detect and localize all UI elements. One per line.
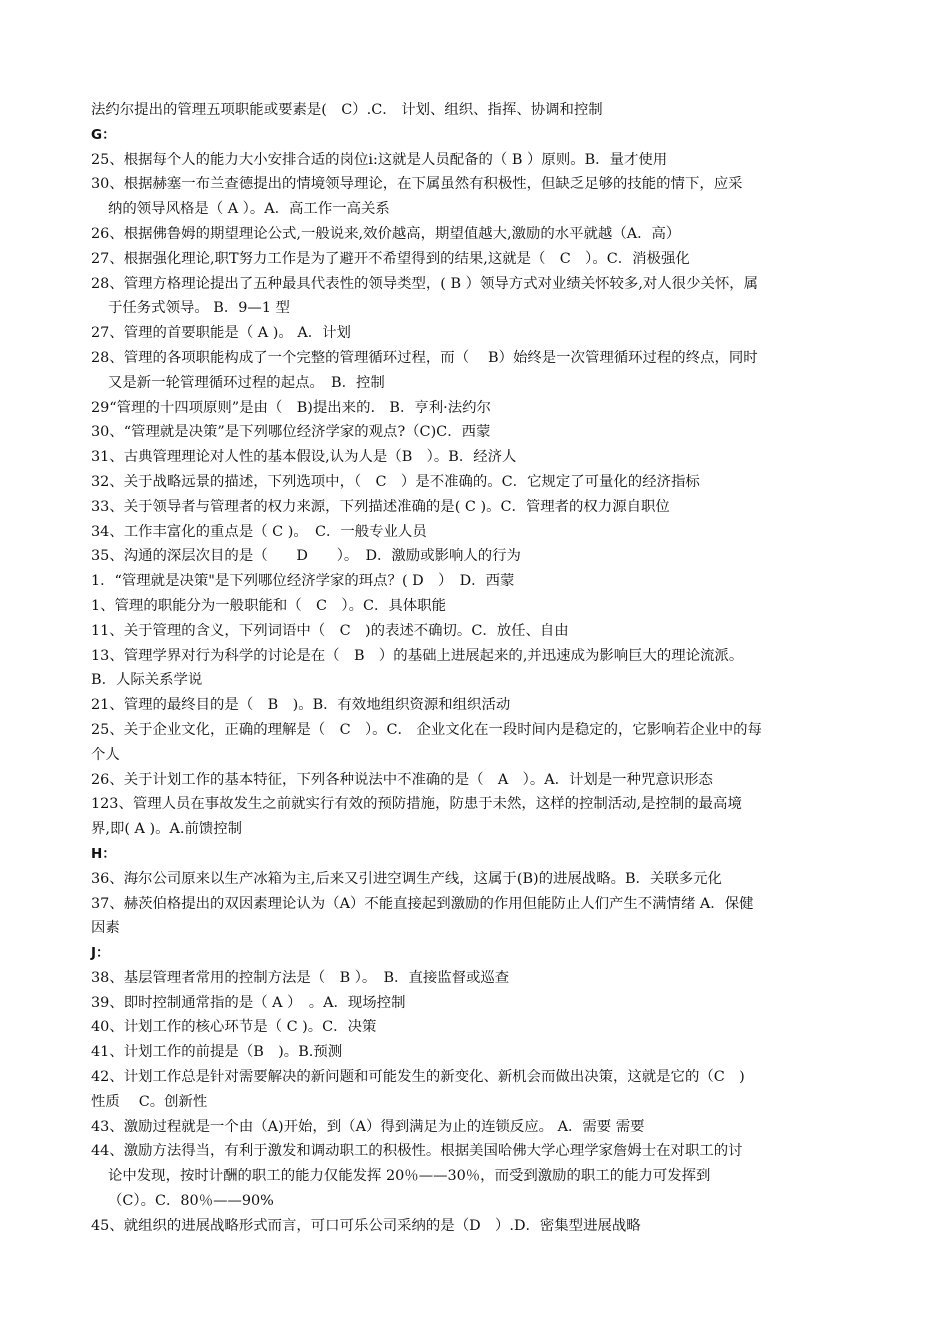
text-line: 28、管理的各项职能构成了一个完整的管理循环过程，而（ B）始终是一次管理循环过程的终点，同时 [91, 349, 758, 366]
document-body [91, 98, 881, 1239]
text-line: 11、关于管理的含义，下列词语中（ C )的表述不确切。C．放任、自由 [91, 622, 569, 639]
text-line: 43、激励过程就是一个由（A)开始，到（A）得到满足为止的连锁反应。 A．需要 需要 [91, 1118, 645, 1135]
text-line: 29“管理的十四项原则”是由（ B)提出来的. B．亨利·法约尔 [91, 399, 491, 416]
text-line: 38、基层管理者常用的控制方法是（ B ）。 B．直接监督或巡查 [91, 969, 510, 986]
text-line: 性质 C。创新性 [91, 1093, 208, 1110]
text-line: 30、根据赫塞一布兰查德提出的情境领导理论，在下属虽然有积极性，但缺乏足够的技能的情下，应采 [91, 176, 743, 193]
section-heading: G： [91, 126, 116, 143]
text-line: 界,即( A )。A.前馈控制 [91, 821, 243, 838]
text-line: 纳的领导风格是（ A ）。A．高工作一高关系 [108, 201, 390, 218]
text-line: 31、古典管理理论对人性的基本假设,认为人是（B ）。B．经济人 [91, 449, 517, 466]
text-line: 因素 [91, 920, 120, 937]
text-line: 45、就组织的进展战略形式而言，可口可乐公司采纳的是（D ）.D．密集型进展战略 [91, 1217, 641, 1234]
text-line: 44、激励方法得当，有利于激发和调动职工的积极性。根据美国哈佛大学心理学家詹姆士在对职工的讨 [91, 1143, 743, 1160]
text-line: 37、赫茨伯格提出的双因素理论认为（A）不能直接起到激励的作用但能防止人们产生不满情绪 A．保健 [91, 895, 754, 912]
text-line: 13、管理学界对行为科学的讨论是在（ B ）的基础上进展起来的,并迅速成为影响巨大的理论流派。 [91, 647, 744, 664]
text-line: 42、计划工作总是针对需要解决的新问题和可能发生的新变化、新机会而做出决策，这就是它的（C ) [91, 1069, 745, 1086]
text-line: 33、关于领导者与管理者的权力来源，下列描述准确的是( C )。C．管理者的权力源自职位 [91, 498, 670, 515]
text-line: 1、管理的职能分为一般职能和（ C ）。C．具体职能 [91, 597, 446, 614]
text-line: 28、管理方格理论提出了五种最具代表性的领导类型，( B ）领导方式对业绩关怀较多,对人很少关怀，属 [91, 275, 759, 292]
text-line: 25、关于企业文化，正确的理解是（ C ）。C． 企业文化在一段时间内是稳定的，它影响若企业中的每 [91, 721, 762, 738]
text-line: 35、沟通的深层次目的是（ D ）。 D．激励或影响人的行为 [91, 548, 521, 565]
text-line: （C）。C．80％——90% [108, 1193, 274, 1210]
text-line: 26、根据佛鲁姆的期望理论公式,一般说来,效价越高，期望值越大,激励的水平就越（A．高） [91, 225, 681, 242]
text-line: 25、根据每个人的能力大小安排合适的岗位i:这就是人员配备的（ B ）原则。B．量才使用 [91, 151, 668, 168]
text-line: 21、管理的最终目的是（ B )。B．有效地组织资源和组织活动 [91, 697, 511, 714]
text-line: 法约尔提出的管理五项职能或要素是( C）.C． 计划、组织、指挥、协调和控制 [91, 102, 603, 118]
text-line: 又是新一轮管理循环过程的起点。 B．控制 [108, 374, 385, 391]
text-line: 于任务式领导。 B．9—1 型 [108, 300, 290, 317]
text-line: 40、计划工作的核心环节是（ C )。C．决策 [91, 1019, 377, 1036]
text-line: 27、根据强化理论,职T努力工作是为了避开不希望得到的结果,这就是（ C ）。C．消极强化 [91, 250, 690, 267]
text-line: B．人际关系学说 [91, 672, 203, 689]
text-line: 个人 [91, 746, 120, 763]
text-line: 41、计划工作的前提是（B )。B.预测 [91, 1044, 343, 1061]
text-line: 39、即时控制通常指的是（ A ） 。A．现场控制 [91, 994, 406, 1011]
section-heading: J： [91, 945, 110, 962]
text-line: 26、关于计划工作的基本特征，下列各种说法中不准确的是（ A ）。A．计划是一种咒意识形态 [91, 771, 713, 788]
text-line: 27、管理的首要职能是（ A )。 A．计划 [91, 325, 351, 342]
text-line: 30、“管理就是决策”是下列哪位经济学家的观点?（C)C．西蒙 [91, 424, 491, 441]
text-line: 论中发现，按时计酬的职工的能力仅能发挥 20％——30％，而受到激励的职工的能力可发挥到 [108, 1168, 711, 1185]
text-line: 36、海尔公司原来以生产冰箱为主,后来又引进空调生产线，这属于(B)的进展战略。B．关联多元化 [91, 870, 722, 887]
text-line: 34、工作丰富化的重点是（ C )。 C．一般专业人员 [91, 523, 427, 540]
text-line: 123、管理人员在事故发生之前就实行有效的预防措施，防患于未然，这样的控制活动,是控制的最高境 [91, 796, 742, 813]
text-line: 1．“管理就是决策"是下列哪位经济学家的珥点？( D ） D．西蒙 [91, 573, 515, 590]
text-line: 32、关于战略远景的描述，下列选项中，（ C ）是不准确的。C．它规定了可量化的经济指标 [91, 473, 700, 490]
section-heading: H： [91, 845, 116, 862]
